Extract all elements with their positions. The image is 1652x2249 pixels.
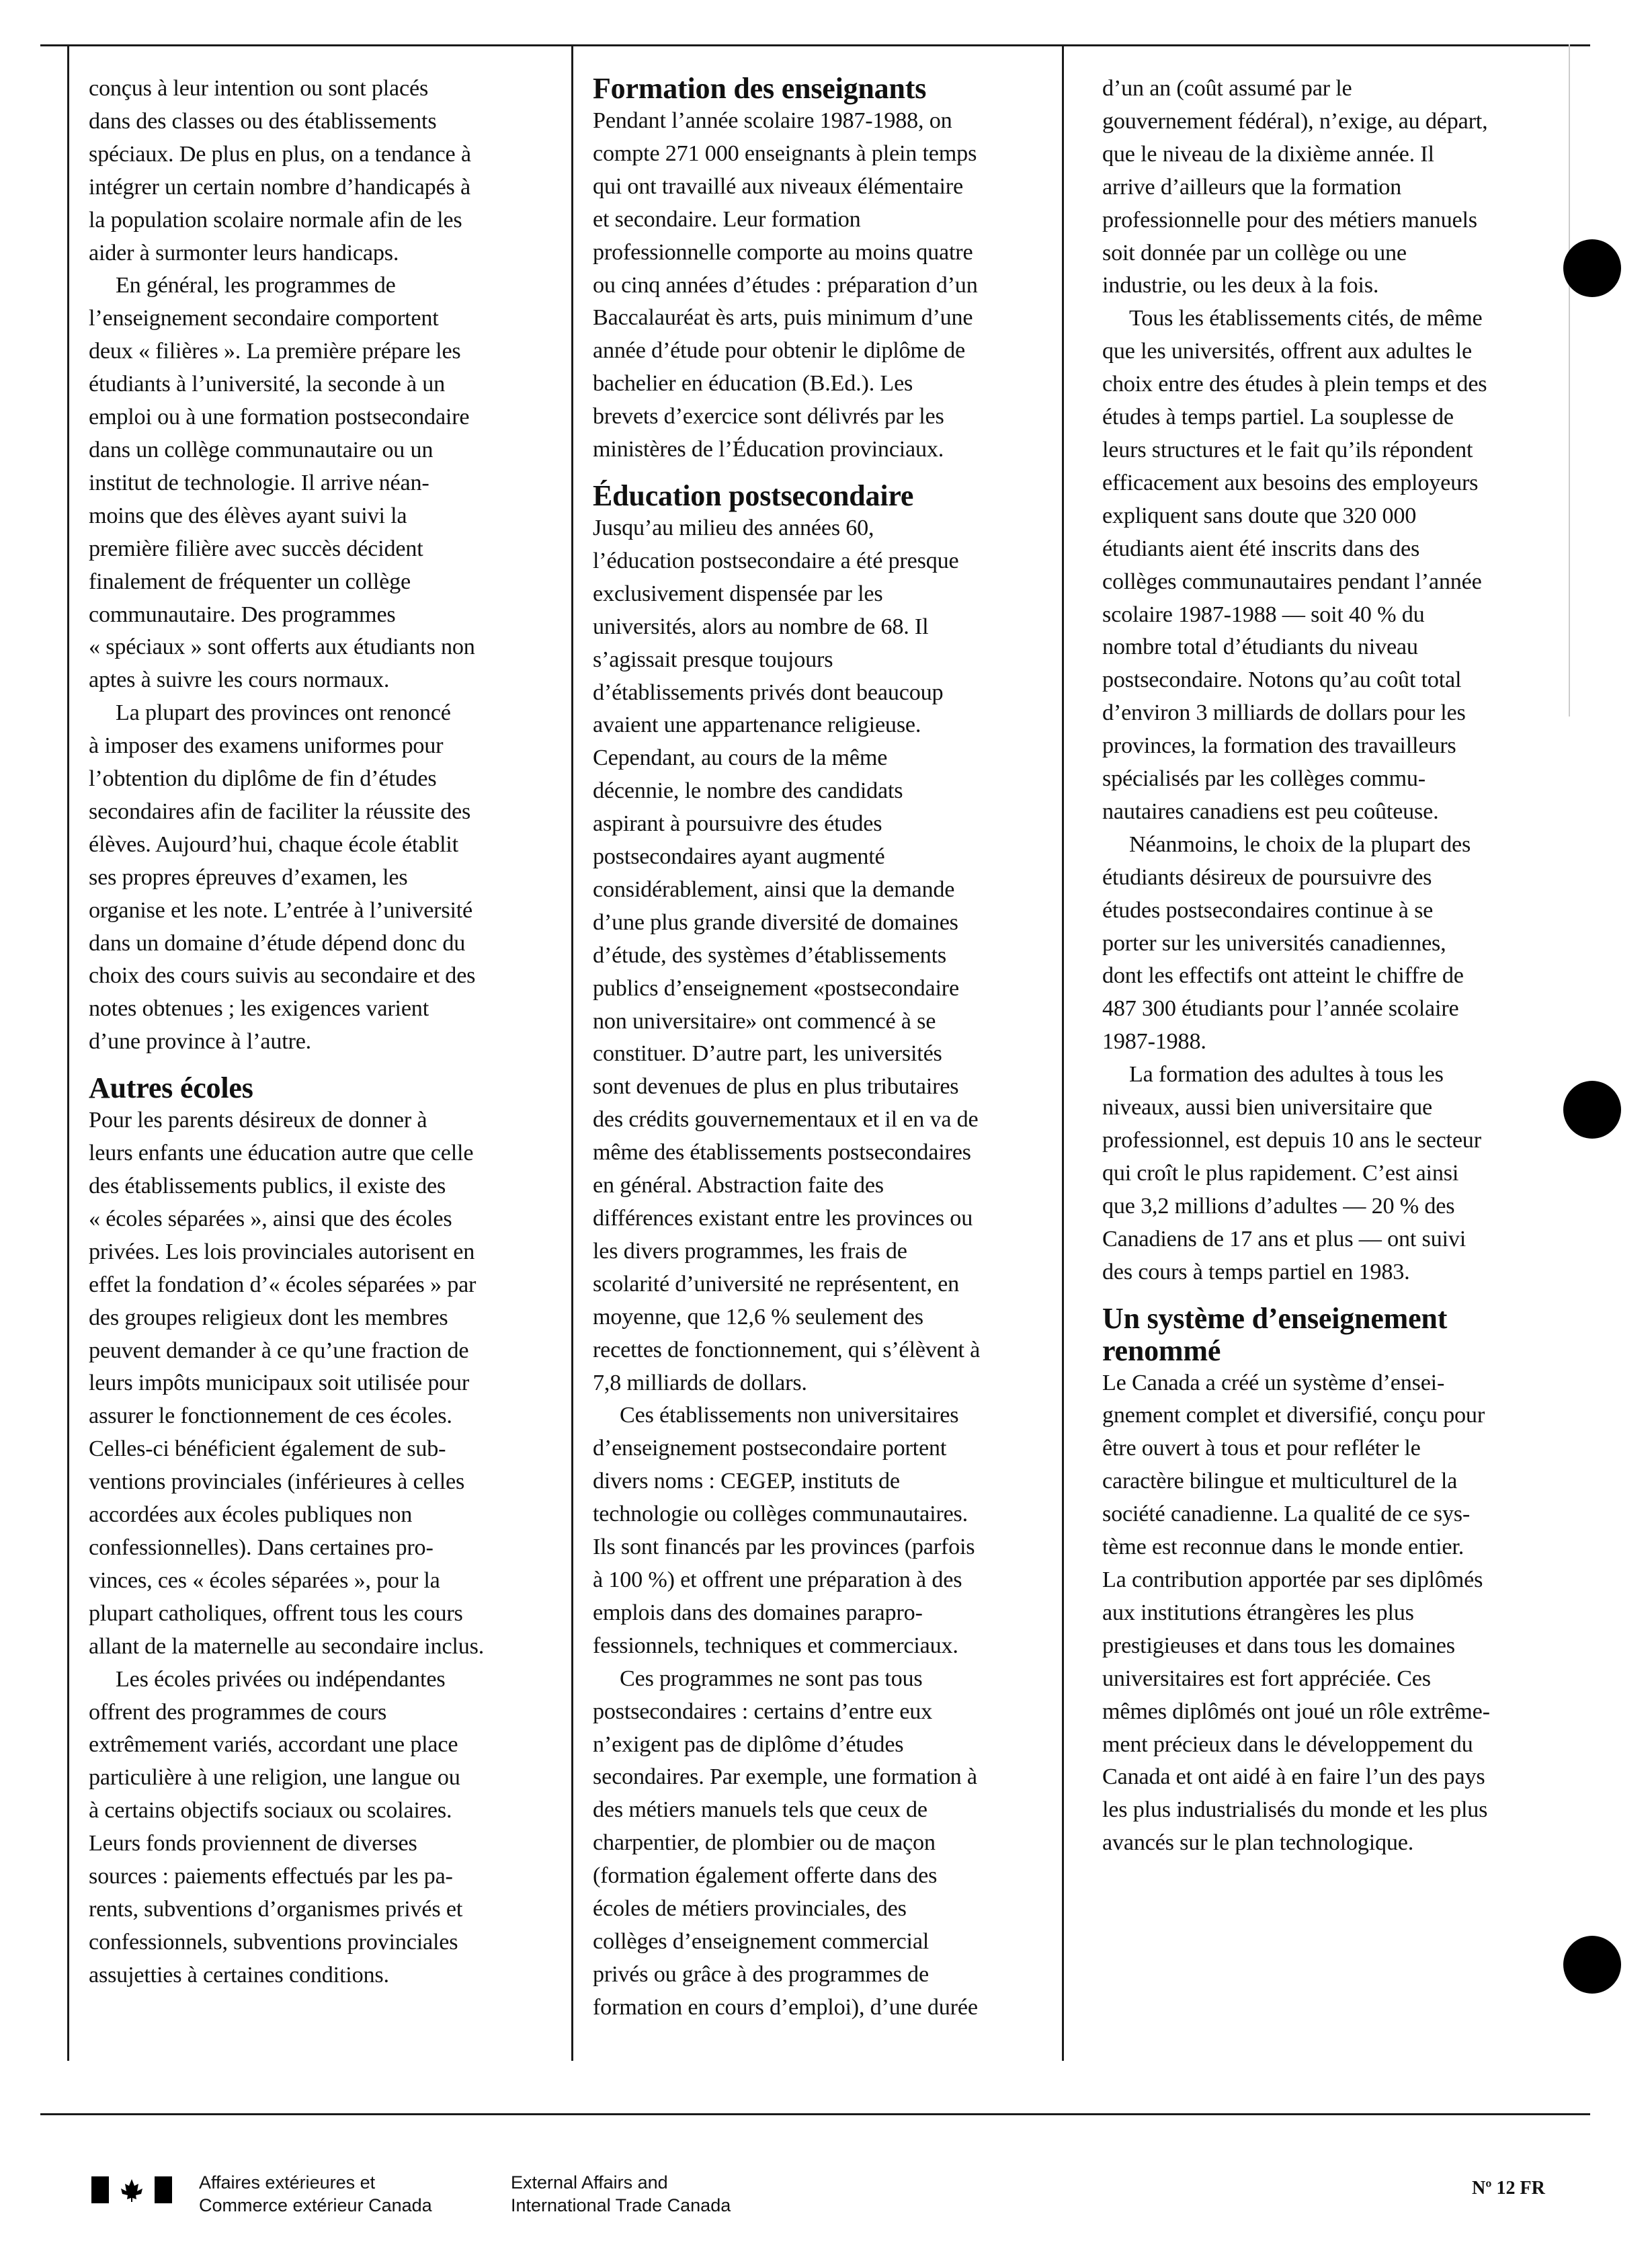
document-number: Nº 12 FR — [1472, 2178, 1545, 2199]
section-heading: Éducation postsecondaire — [593, 479, 914, 512]
article-column-2 — [593, 73, 1050, 2025]
column-rule-left — [67, 44, 69, 2061]
body-paragraph: Tous les établissements cités, de même que les universités, offrent aux adultes le choix entre des études à plein temps et des études à temps partiel. La souplesse de leurs structures et le fait qu’ils répondent efficacement aux besoins des employeurs expliquent sans doute que 320 000 étudiants aient été inscrits dans des collèges communautaires pendant l’année scolaire 1987-1988 — soit 40 % du nombre total d’étudiants du niveau postsecondaire. Notons qu’au coût total d’environ 3 milliards de dollars pour les provinces, la formation des travailleurs spécialisés par les collèges commu- nautaires canadiens est peu coûteuse. — [1102, 306, 1487, 824]
body-paragraph: La plupart des provinces ont renoncé à imposer des examens uniformes pour l’obtention du diplôme de fin d’études secondaires afin de faciliter la réussite des élèves. Aujourd’hui, chaque école établit ses propres épreuves d’examen, les organise et les note. L’entrée à l’université dans un domaine d’étude dépend donc du choix des cours suivis au secondaire et des notes obtenues ; les exigences varient d’une province à l’autre. — [89, 700, 476, 1055]
page-edge-rule — [1569, 44, 1570, 717]
binder-hole — [1563, 1081, 1621, 1139]
body-paragraph: En général, les programmes de l’enseignement secondaire comportent deux « filières ». La première prépare les étudiants à l’université, la seconde à un emploi ou à une formation postsecondaire dans un collège communautaire ou un institut de technologie. Il arrive néan- moins que des élèves ayant suivi la première filière avec succès décident finalement de fréquenter un collège communautaire. Des programmes « spéciaux » sont offerts aux étudiants non aptes à suivre les cours normaux. — [89, 273, 475, 693]
section-heading: Formation des enseignants — [593, 72, 927, 105]
body-paragraph: Le Canada a créé un système d’ensei- gnement complet et diversifié, conçu pour être ouvert à tous et pour refléter le caractère bilingue et multiculturel de la société canadienne. La qualité de ce sys- tème est reconnue dans le monde entier. La contribution apportée par ses diplômés aux institutions étrangères les plus prestigieuses et dans tous les domaines universitaires est fort appréciée. Ces mêmes diplômés ont joué un rôle extrême- ment précieux dans le développement du Canada et ont aidé à en faire l’un des pays les plus industrialisés du monde et les plus avancés sur le plan technologique. — [1102, 1370, 1490, 1856]
body-paragraph: Pendant l’année scolaire 1987-1988, on compte 271 000 enseignants à plein temps qui ont travaillé aux niveaux élémentaire et secondaire. Leur formation professionnelle comporte au moins quatre ou cinq années d’études : préparation d’un Baccalauréat ès arts, puis minimum d’une année d’étude pour obtenir le diplôme de bachelier en éducation (B.Ed.). Les brevets d’exercice sont délivrés par les ministères de l’Éducation provinciaux. — [593, 108, 978, 462]
body-paragraph: Pour les parents désireux de donner à leurs enfants une éducation autre que celle des établissements publics, il existe des « écoles séparées », ainsi que des écoles privées. Les lois provinciales autorisent en effet la fondation d’« écoles séparées » par des groupes religieux dont les membres peuvent demander à ce qu’une fraction de leurs impôts municipaux soit utilisée pour assurer le fonctionnement de ces écoles. Celles-ci bénéficient également de sub- ventions provinciales (inférieures à celles accordées aux écoles publiques non confessionnelles). Dans certaines pro- vinces, ces « écoles séparées », pour la plupart catholiques, offrent tous les cours allant de la maternelle au secondaire inclus. — [89, 1108, 485, 1659]
canada-flag-icon — [91, 2176, 172, 2203]
column-rule-middle — [571, 44, 573, 2061]
bottom-rule — [40, 2113, 1590, 2115]
body-paragraph: Ces établissements non universitaires d’enseignement postsecondaire portent divers noms : CEGEP, instituts de technologie ou collèges communautaires. Ils sont financés par les provinces (parfois à 100 %) et offrent une préparation à des emplois dans des domaines parapro- fessionnels, techniques et commerciaux. — [593, 1403, 975, 1658]
binder-hole — [1563, 1936, 1621, 1994]
footer-department-english: External Affairs and International Trade Canada — [511, 2172, 731, 2215]
binder-hole — [1563, 239, 1621, 297]
top-rule — [40, 44, 1590, 46]
section-heading: Un système d’enseignement renommé — [1102, 1301, 1448, 1367]
body-paragraph: Jusqu’au milieu des années 60, l’éducation postsecondaire a été presque exclusivement dispensée par les universités, alors au nombre de 68. Il s’agissait presque toujours d’établissements privés dont beaucoup avaient une appartenance religieuse. Cependant, au cours de la même décennie, le nombre des candidats aspirant à poursuivre des études postsecondaires ayant augmenté considérablement, ainsi que la demande d’une plus grande diversité de domaines d’étude, des systèmes d’établissements publics d’enseignement «postsecondaire non universitaire» ont commencé à se constituer. D’autre part, les universités sont devenues de plus en plus tributaires des crédits gouvernementaux et il en va de même des établissements postsecondaires en général. Abstraction faite des différences existant entre les provinces ou les divers programmes, les frais de scolarité d’université ne représentent, en moyenne, que 12,6 % seulement des recettes de fonctionnement, qui s’élèvent à 7,8 milliards de dollars. — [593, 515, 981, 1395]
body-paragraph: La formation des adultes à tous les niveaux, aussi bien universitaire que professionnel, est depuis 10 ans le secteur qui croît le plus rapidement. C’est ainsi que 3,2 millions d’adultes — 20 % des Canadiens de 17 ans et plus — ont suivi des cours à temps partiel en 1983. — [1102, 1062, 1481, 1284]
column-rule-right — [1062, 44, 1064, 2061]
article-column-3 — [1102, 73, 1559, 1860]
article-column-1 — [89, 73, 546, 1992]
section-heading: Autres écoles — [89, 1071, 253, 1105]
body-paragraph: Néanmoins, le choix de la plupart des étudiants désireux de poursuivre des études postsecondaires continue à se porter sur les universités canadiennes, dont les effectifs ont atteint le chiffre de 487 300 étudiants pour l’année scolaire 1987-1988. — [1102, 831, 1471, 1055]
body-paragraph: Les écoles privées ou indépendantes offrent des programmes de cours extrêmement variés, accordant une place particulière à une religion, une langue ou à certains objectifs sociaux ou scolaires. Leurs fonds proviennent de diverses sources : paiements effectués par les pa- rents, subventions d’organismes privés et confessionnels, subventions provinciales assujetties à certaines conditions. — [89, 1666, 463, 1988]
body-paragraph: d’un an (coût assumé par le gouvernement fédéral), n’exige, au départ, que le niveau de la dixième année. Il arrive d’ailleurs que la formation professionnelle pour des métiers manuels soit donnée par un collège ou une industrie, ou les deux à la fois. — [1102, 76, 1488, 298]
body-paragraph: Ces programmes ne sont pas tous postsecondaires : certains d’entre eux n’exigent pas de diplôme d’études secondaires. Par exemple, une formation à des métiers manuels tels que ceux de charpentier, de plombier ou de maçon (formation également offerte dans des écoles de métiers provinciales, des collèges d’enseignement commercial privés ou grâce à des programmes de formation en cours d’emploi), d’une durée — [593, 1666, 978, 2020]
body-paragraph: conçus à leur intention ou sont placés dans des classes ou des établissements spéciaux. De plus en plus, on a tendance à intégrer un certain nombre d’handicapés à la population scolaire normale afin de les aider à surmonter leurs handicaps. — [89, 76, 471, 265]
footer-department-french: Affaires extérieures et Commerce extérieur Canada — [199, 2172, 432, 2215]
